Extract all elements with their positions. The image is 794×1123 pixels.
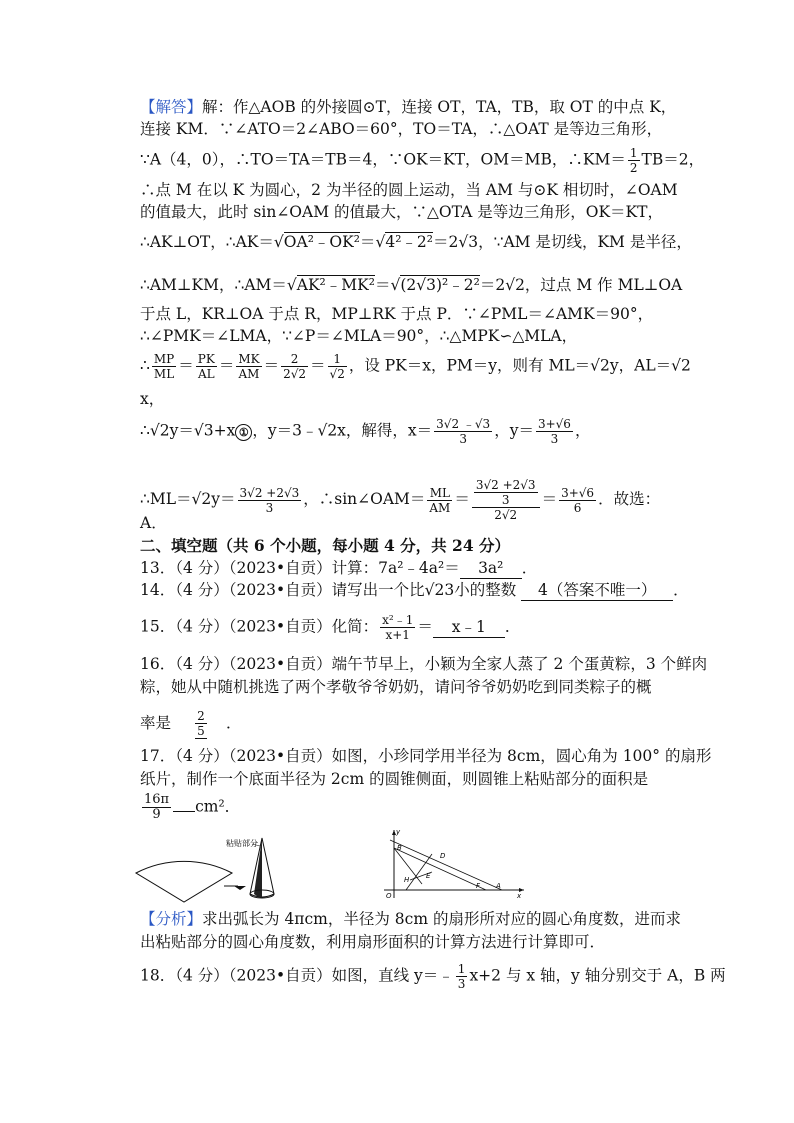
question-17-line-2: 纸片，制作一个底面半径为 2cm 的圆锥侧面，则圆锥上粘贴部分的面积是 (140, 770, 649, 788)
numerator (472, 478, 540, 508)
numerator: 2 (197, 709, 205, 723)
fraction-ml-value (238, 486, 302, 515)
solution-text: ∵A（4，0），∴TO＝TA＝TB＝4，∵OK＝KT，OM＝MB，∴KM＝ (140, 150, 626, 169)
solution-line-12 (140, 417, 590, 446)
punctuation: ． (504, 617, 521, 636)
fraction-1-rt2 (328, 352, 347, 381)
question-16-line-2: 粽，她从中随机挑选了两个孝敬爷爷奶奶，请问爷爷奶奶吃到同类粽子的概 (140, 678, 652, 696)
analysis-tag: 【分析】 (140, 910, 203, 928)
numerator: 3√2 +2√3 (239, 485, 300, 500)
question-17-line-1: 17．（4 分）（2023•自贡）如图，小珍同学用半径为 8cm，圆心角为 100° 的扇形 (140, 747, 712, 765)
label-b: B (397, 844, 402, 852)
solution-text: ．故选： (598, 490, 661, 508)
punctuation: ． (673, 581, 689, 599)
fraction-mp-ml (152, 352, 176, 381)
equals: ＝ (310, 356, 326, 375)
numerator: 2 (281, 352, 308, 367)
fraction-x-solution (434, 417, 492, 446)
solution-text: ∴AM⊥KM，∴AM＝ (140, 276, 287, 294)
solution-text: TB＝2， (641, 150, 705, 169)
denominator: 5 (197, 724, 205, 738)
solution-tag: 【解答】 (140, 98, 203, 116)
punctuation: ． (521, 559, 538, 577)
equals: ＝ (417, 617, 433, 636)
answer-blank (173, 811, 195, 812)
fraction-pk-al (196, 352, 217, 381)
answer-blank: x﹣1 (433, 617, 505, 638)
numerator: 3√2 +2√3 (475, 478, 536, 492)
question-16-line-1: 16．（4 分）（2023•自贡）端午节早上，小颖为全家人蒸了 2 个蛋黄粽，3 个鲜肉 (140, 655, 708, 673)
solution-line-13 (140, 478, 660, 522)
fraction-y-solution (536, 417, 573, 446)
solution-line-5: 的值最大，此时 sin∠OAM 的值最大，∵△OTA 是等边三角形，OK＝KT， (140, 203, 663, 221)
solution-text: ∴ (140, 356, 150, 375)
fraction-2-2rt2 (281, 352, 308, 381)
solution-text: ＝ (374, 276, 391, 294)
numerator: PK (197, 352, 215, 366)
denominator: 9 (152, 807, 161, 822)
solution-text: ＝ (541, 490, 558, 508)
coordinate-graph (378, 826, 528, 900)
denominator: √2 (329, 367, 345, 381)
solution-text: ， (574, 421, 591, 440)
denominator: 3 (459, 432, 467, 446)
denominator: AL (197, 367, 215, 381)
radicand: 4²﹣2² (385, 233, 433, 251)
solution-line-4: ∴点 M 在以 K 为圆心，2 为半径的圆上运动，当 AM 与⊙K 相切时，∠OAM (140, 181, 678, 199)
denominator: AM (429, 500, 451, 515)
denominator: 3 (265, 500, 274, 515)
label-x: x (517, 892, 522, 900)
analysis-line-1 (140, 909, 681, 929)
arrow-icon (234, 886, 246, 890)
question-16-line-3 (140, 709, 241, 739)
question-text: 14．（4 分）（2023•自贡）请写出一个比√23小的整数 (140, 581, 517, 599)
label-a: A (496, 882, 501, 890)
numerator: MP (153, 352, 175, 366)
denominator: 2√2 (494, 508, 518, 522)
answer-blank: 3a² (460, 558, 522, 579)
radicand: OA²﹣OK² (283, 233, 360, 251)
question-13 (140, 558, 537, 579)
sector-shape (136, 861, 232, 902)
punctuation: ． (225, 714, 242, 732)
fraction-answer (195, 709, 207, 739)
question-17-line-3 (140, 793, 240, 822)
denominator: x+1 (385, 628, 410, 642)
solution-line-11: x， (140, 390, 165, 408)
question-14 (140, 580, 689, 601)
solution-text: ∴ML＝√2y＝ (140, 490, 236, 508)
question-text: 15．（4 分）（2023•自贡）化简： (140, 617, 379, 636)
question-text: 18．（4 分）（2023•自贡）如图，直线 y＝﹣ (140, 966, 454, 985)
numerator: MK (238, 352, 260, 366)
label-e: E (426, 872, 431, 880)
circled-one-marker: ① (235, 424, 252, 441)
equals: ＝ (263, 356, 280, 375)
solution-line-10 (140, 352, 691, 381)
numerator: x²﹣1 (382, 613, 414, 627)
fraction-answer (142, 793, 171, 822)
glued-part-label: 粘贴部分 (226, 839, 258, 848)
label-d: D (440, 852, 446, 860)
solution-line-14: A． (140, 514, 167, 532)
fraction-compound (472, 478, 540, 522)
question-text: x+2 与 x 轴，y 轴分别交于 A，B 两 (469, 966, 726, 985)
equals: ＝ (218, 356, 235, 375)
solution-text: ＝ (454, 490, 470, 508)
label-f: F (476, 882, 481, 890)
solution-line-1 (140, 97, 676, 117)
sector-cone-figure (134, 828, 284, 906)
numerator: ML (427, 486, 452, 501)
section-title: 二、填空题（共 6 个小题，每小题 4 分，共 24 分） (140, 536, 511, 555)
solution-line-7: ∴AM⊥KM，∴AM＝√AK²﹣MK²＝√(2√3)²﹣2²＝2√2，过点 M 作 ML⊥OA (140, 276, 683, 294)
fraction-result (559, 486, 596, 515)
denominator: AM (238, 367, 260, 381)
fraction-ml-am (427, 486, 452, 515)
solution-text: ，y＝ (494, 421, 534, 440)
solution-text: ∴√2y＝√3+x (140, 421, 236, 440)
solution-text: ∴AK⊥OT，∴AK＝ (140, 233, 274, 251)
radicand: AK²﹣MK² (296, 276, 375, 294)
denominator: ML (153, 367, 175, 381)
denominator: 2 (629, 161, 638, 175)
numerator: 3+√6 (537, 417, 571, 431)
numerator: 16π (144, 792, 170, 807)
answer-blank: 4（答案不唯一） (521, 580, 673, 601)
denominator: 3 (550, 432, 559, 446)
solution-text: ，y＝3﹣√2x，解得，x＝ (252, 421, 433, 440)
solution-line-2: 连接 KM．∵∠ATO＝2∠ABO＝60°，TO＝TA，∴△OAT 是等边三角形， (140, 120, 663, 138)
label-y: y (396, 828, 401, 836)
denominator: 2√2 (283, 367, 307, 381)
fraction-half (628, 146, 640, 175)
numerator: 1 (457, 962, 466, 976)
unit: cm²． (195, 797, 241, 816)
solution-text: ＝2√3，∵AM 是切线，KM 是半径， (432, 233, 692, 251)
answer-blank (176, 709, 226, 739)
analysis-line-2: 出粘贴部分的圆心角度数，利用扇形面积的计算方法进行计算即可． (140, 933, 606, 951)
solution-line-3 (140, 146, 704, 175)
numerator: 3+√6 (561, 485, 595, 500)
solution-line-9: ∴∠PMK＝∠LMA，∵∠P＝∠MLA＝90°，∴△MPK∽△MLA， (140, 327, 578, 345)
numerator: 1 (629, 146, 638, 160)
question-text: 13．（4 分）（2023•自贡）计算：7a²﹣4a²＝ (140, 559, 460, 577)
inner-fraction (474, 478, 538, 507)
analysis-text: 求出弧长为 4πcm，半径为 8cm 的扇形所对应的圆心角度数，进而求 (202, 910, 681, 928)
fraction-slope (456, 962, 468, 991)
question-18-line-1 (140, 962, 726, 991)
fraction-q15 (380, 613, 415, 642)
question-15 (140, 613, 520, 642)
denominator: 6 (573, 500, 582, 515)
denominator: 3 (501, 493, 510, 507)
solution-line-8: 于点 L，KR⊥OA 于点 R，MP⊥RK 于点 P．∵∠PML＝∠AMK＝90°， (140, 305, 654, 323)
numerator: 3√2 ﹣√3 (436, 417, 491, 431)
solution-text: ＝2√2，过点 M 作 ML⊥OA (479, 276, 683, 294)
solution-text: ，设 PK＝x，PM＝y，则有 ML＝√2y，AL＝√2 (348, 356, 691, 375)
solution-line-6: ∴AK⊥OT，∴AK＝√OA²﹣OK²＝√4²﹣2²＝2√3，∵AM 是切线，KM 是半径， (140, 233, 692, 251)
solution-text: ，∴sin∠OAM＝ (303, 490, 426, 508)
equals: ＝ (178, 356, 194, 375)
fraction-mk-am (236, 352, 261, 381)
solution-text: ＝ (359, 233, 376, 251)
solution-text: 解：作△AOB 的外接圆⊙T，连接 OT，TA，TB，取 OT 的中点 K， (202, 98, 677, 116)
radicand: (2√3)²﹣2² (400, 276, 480, 294)
label-h: H (404, 876, 410, 884)
label-o: O (386, 892, 392, 900)
numerator: 1 (328, 352, 347, 367)
denominator: 3 (457, 977, 466, 991)
question-text: 率是 (140, 714, 172, 732)
